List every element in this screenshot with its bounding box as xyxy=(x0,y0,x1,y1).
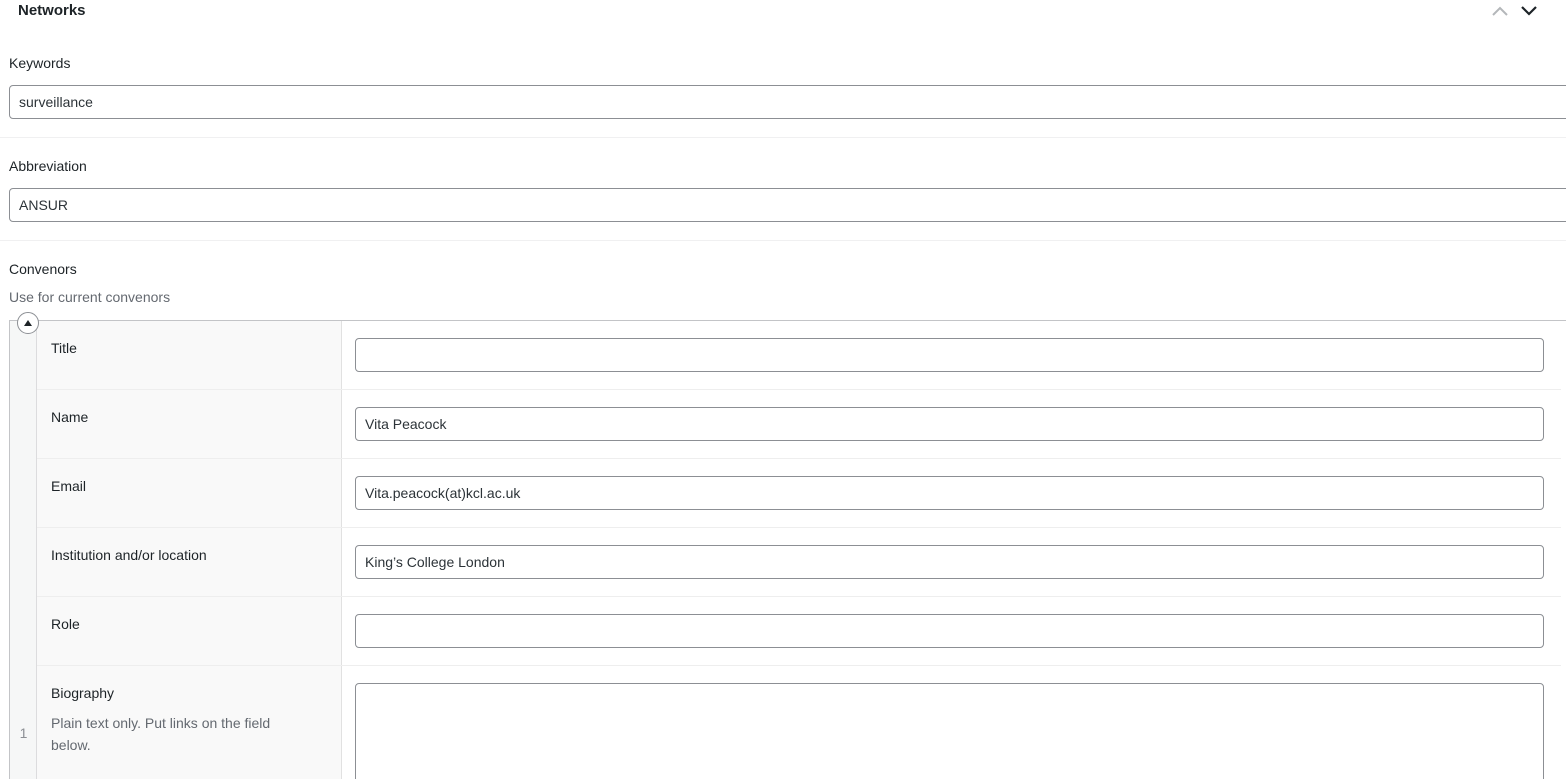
move-up-button[interactable] xyxy=(1488,0,1512,22)
row-handle[interactable] xyxy=(10,321,37,779)
institution-input[interactable] xyxy=(355,545,1544,579)
abbreviation-label: Abbreviation xyxy=(9,158,87,174)
subfield-email xyxy=(37,459,1561,528)
keywords-label: Keywords xyxy=(9,55,71,71)
abbreviation-input[interactable] xyxy=(9,188,1566,222)
convenors-description: Use for current convenors xyxy=(9,289,171,305)
subfield-label-cell xyxy=(37,459,342,527)
role-label: Role xyxy=(51,616,80,632)
section-title: Networks xyxy=(18,2,86,19)
divider xyxy=(0,240,1566,241)
subfield-institution xyxy=(37,528,1561,597)
divider xyxy=(0,137,1566,138)
subfield-name xyxy=(37,390,1561,459)
subfield-role xyxy=(37,597,1561,666)
name-label: Name xyxy=(51,409,89,425)
subfield-label-cell xyxy=(37,666,342,779)
subfield-label-cell xyxy=(37,321,342,389)
subfield-title xyxy=(37,321,1561,390)
subfield-label-cell xyxy=(37,528,342,596)
move-down-button[interactable] xyxy=(1517,0,1541,22)
row-number: 1 xyxy=(19,725,28,741)
biography-textarea[interactable] xyxy=(355,683,1544,779)
chevron-down-icon xyxy=(1520,5,1538,17)
convenors-repeater xyxy=(9,320,1566,779)
title-input[interactable] xyxy=(355,338,1544,372)
institution-label: Institution and/or location xyxy=(51,547,207,563)
name-input[interactable] xyxy=(355,407,1544,441)
collapse-row-button[interactable] xyxy=(17,312,39,334)
convenors-label: Convenors xyxy=(9,261,77,277)
role-input[interactable] xyxy=(355,614,1544,648)
keywords-input[interactable] xyxy=(9,85,1566,119)
title-label: Title xyxy=(51,340,77,356)
subfield-biography xyxy=(37,666,1561,779)
biography-description: Plain text only. Put links on the field below. xyxy=(51,715,271,753)
email-input[interactable] xyxy=(355,476,1544,510)
subfield-label-cell xyxy=(37,390,342,458)
collapse-arrow-icon xyxy=(24,320,32,326)
biography-label: Biography xyxy=(51,685,115,701)
section-header xyxy=(0,0,1566,24)
email-label: Email xyxy=(51,478,87,494)
chevron-up-icon xyxy=(1491,5,1509,17)
subfield-label-cell xyxy=(37,597,342,665)
